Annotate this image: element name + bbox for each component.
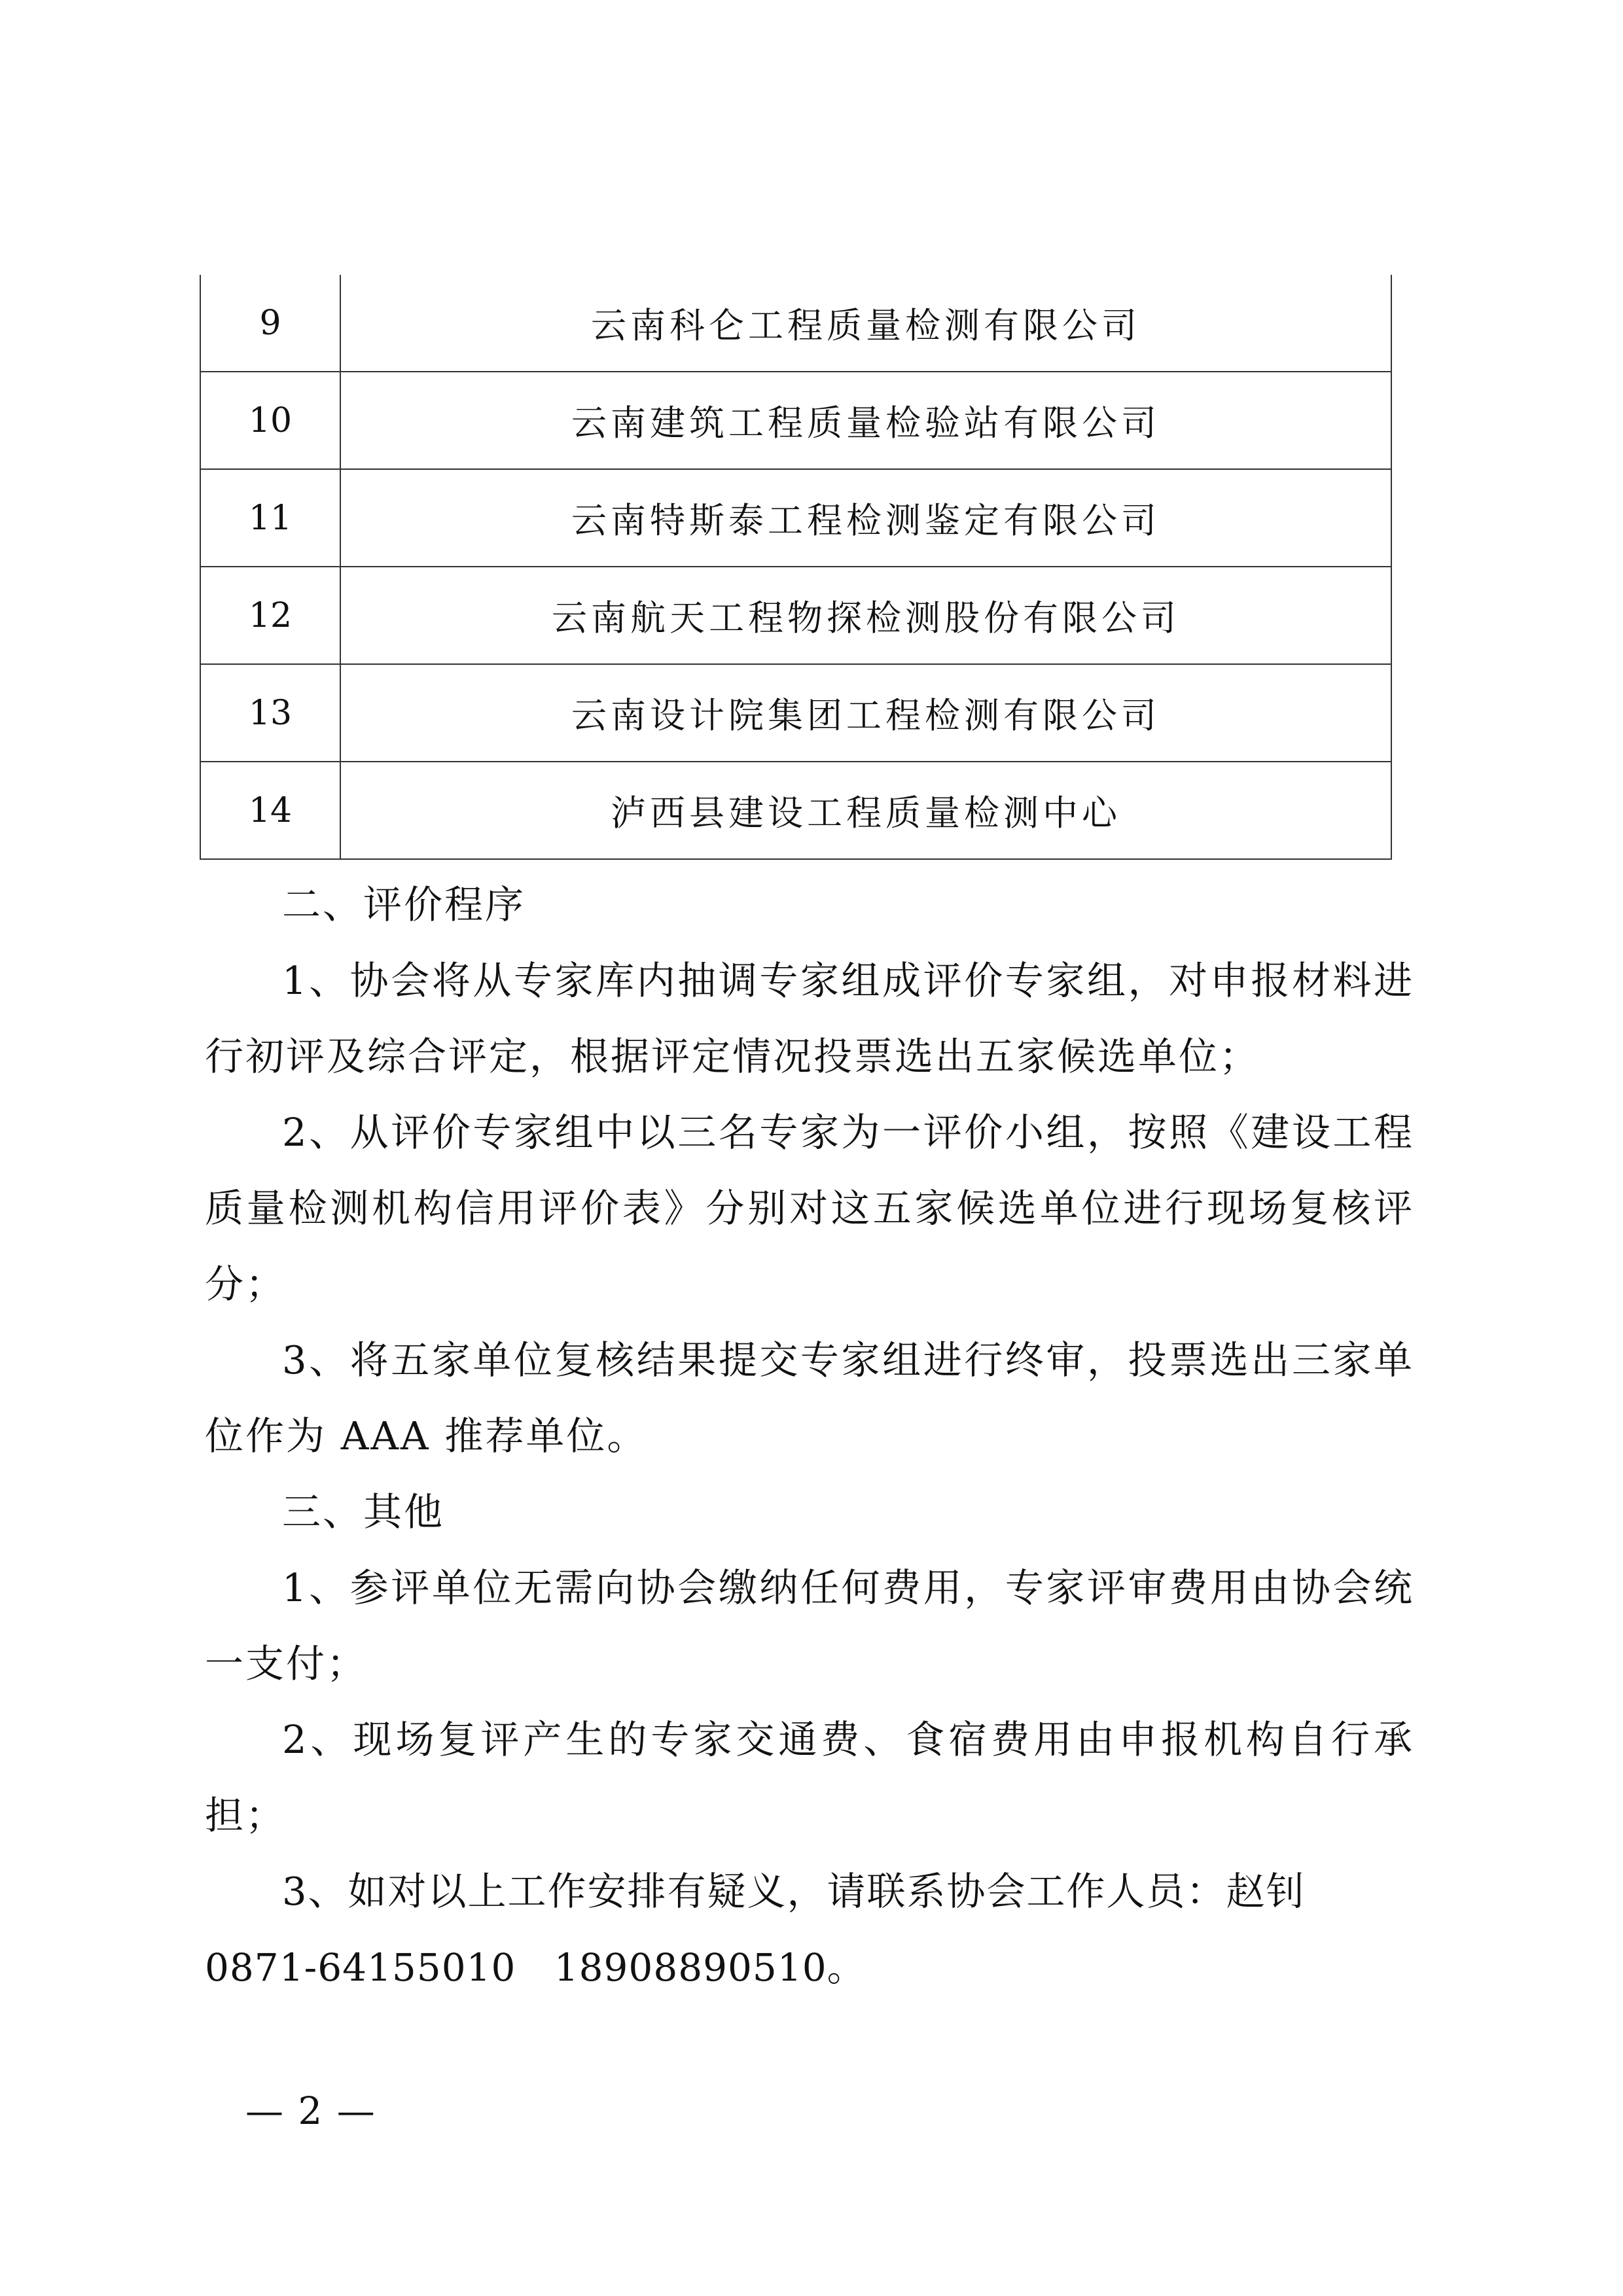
other-item: 1、参评单位无需向协会缴纳任何费用，专家评审费用由协会统一支付； [205,1565,1414,1686]
organization-name: 云南特斯泰工程检测鉴定有限公司 [340,469,1391,567]
organization-name: 泸西县建设工程质量检测中心 [340,762,1391,859]
organization-name: 云南航天工程物探检测股份有限公司 [340,567,1391,664]
row-number: 9 [200,275,340,372]
table-row [200,567,1391,664]
table-row [200,664,1391,762]
row-number: 11 [200,469,340,567]
page-number: — 2 — [245,2089,376,2133]
organization-table [200,275,1392,860]
row-number: 10 [200,372,340,469]
row-number: 13 [200,664,340,762]
procedure-item: 2、从评价专家组中以三名专家为一评价小组，按照《建设工程质量检测机构信用评价表》分别对这五家候选单位进行现场复核评分； [205,1110,1414,1307]
section-heading-other: 三、其他 [282,1489,445,1534]
table-row [200,762,1391,859]
organization-name: 云南设计院集团工程检测有限公司 [340,664,1391,762]
contact-phone-numbers: 0871-64155010 18908890510。 [205,1945,866,1990]
other-item: 2、现场复评产生的专家交通费、食宿费用由申报机构自行承担； [205,1717,1414,1838]
row-number: 12 [200,567,340,664]
document-body [205,867,1414,2005]
procedure-item: 1、协会将从专家库内抽调专家组成评价专家组，对申报材料进行初评及综合评定，根据评定情况投票选出五家候选单位； [205,958,1414,1079]
other-item: 3、如对以上工作安排有疑义，请联系协会工作人员：赵钊 [282,1869,1306,1914]
table-row [200,275,1391,372]
row-number: 14 [200,762,340,859]
table-row [200,372,1391,469]
organization-name: 云南科仑工程质量检测有限公司 [340,275,1391,372]
section-heading-procedure: 二、评价程序 [282,882,526,927]
organization-name: 云南建筑工程质量检验站有限公司 [340,372,1391,469]
table-row [200,469,1391,567]
procedure-item: 3、将五家单位复核结果提交专家组进行终审，投票选出三家单位作为 AAA 推荐单位。 [205,1337,1414,1458]
